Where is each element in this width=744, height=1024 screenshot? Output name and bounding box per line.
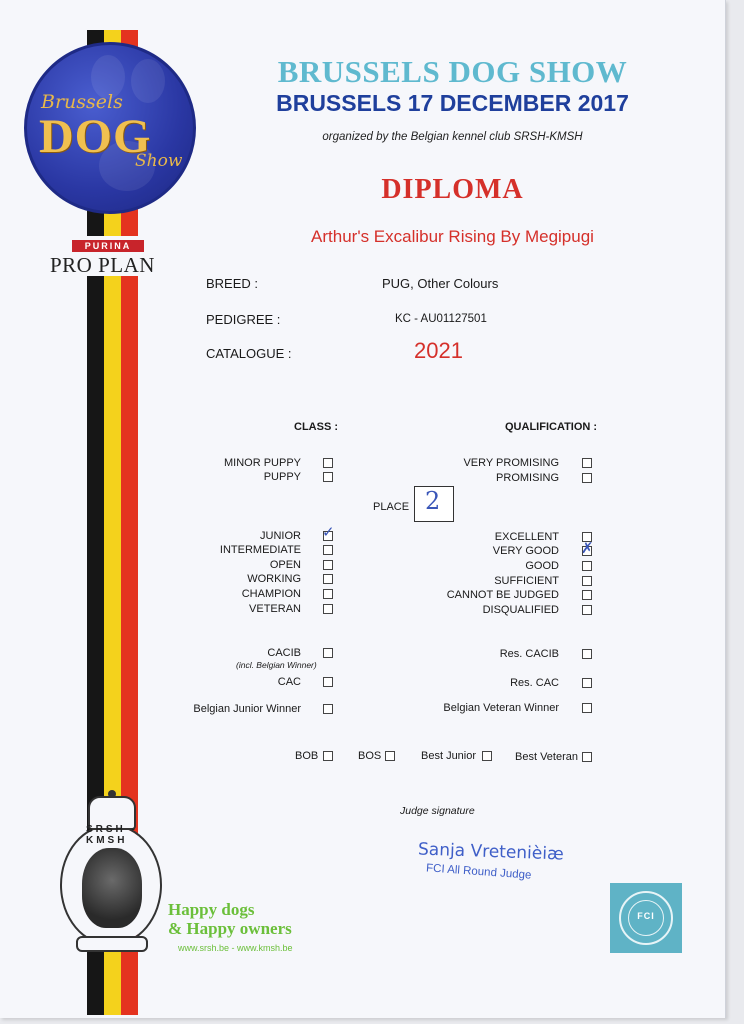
qualification-checkbox-cannot-be-judged[interactable] — [582, 590, 592, 600]
fci-logo-text: FCI — [637, 911, 655, 921]
cacib-note: (incl. Belgian Winner) — [236, 660, 317, 670]
breed-value: PUG, Other Colours — [382, 276, 499, 291]
award-best-veteran: Best Veteran — [515, 751, 578, 763]
award-checkbox-bos[interactable] — [385, 751, 395, 761]
class-option-intermediate: INTERMEDIATE — [219, 544, 301, 556]
logo-word-show: Show — [135, 151, 183, 171]
award-checkbox-bob[interactable] — [323, 751, 333, 761]
qualification-checkbox-promising[interactable] — [582, 473, 592, 483]
organizer-line: organized by the Belgian kennel club SRSH-KMSH — [322, 131, 583, 143]
award-belgian-veteran-winner: Belgian Veteran Winner — [443, 702, 559, 714]
award-bob: BOB — [295, 750, 319, 762]
class-option-junior: JUNIOR — [260, 530, 301, 542]
class-checkbox-working[interactable] — [323, 574, 333, 584]
qualification-option-promising: PROMISING — [496, 472, 559, 484]
award-bos: BOS — [358, 750, 382, 762]
class-option-champion: CHAMPION — [241, 588, 301, 600]
emblem-base — [76, 936, 148, 952]
place-label: PLACE — [373, 501, 410, 513]
place-value: 2 — [425, 487, 441, 515]
award-best-junior: Best Junior — [421, 750, 477, 762]
websites-line: www.srsh.be - www.kmsh.be — [178, 943, 293, 953]
award-checkbox-belgian-veteran-winner[interactable] — [582, 703, 592, 713]
qualification-option-cannot-be-judged: CANNOT BE JUDGED — [446, 589, 559, 601]
award-checkbox-res-cacib[interactable] — [582, 649, 592, 659]
class-option-veteran: VETERAN — [249, 603, 301, 615]
class-option-puppy: PUPPY — [263, 471, 301, 483]
class-option-minor-puppy: MINOR PUPPY — [223, 457, 301, 469]
qualification-checkbox-sufficient[interactable] — [582, 576, 592, 586]
srsh-kmsh-emblem — [60, 796, 164, 956]
qualification-option-very-good: VERY GOOD — [492, 545, 559, 557]
brussels-dog-show-logo — [24, 42, 196, 214]
fci-logo — [610, 883, 682, 953]
place-box[interactable] — [414, 486, 454, 522]
judge-signature-label: Judge signature — [400, 805, 475, 817]
class-checkbox-minor-puppy[interactable] — [323, 458, 333, 468]
class-checkbox-puppy[interactable] — [323, 472, 333, 482]
judge-stamp-name: Sanja Vretenièiæ — [417, 839, 565, 865]
catalogue-label: CATALOGUE : — [206, 346, 292, 361]
emblem-letters: SRSH - KMSH — [86, 824, 138, 846]
class-checkbox-veteran[interactable] — [323, 604, 333, 614]
qualification-heading: QUALIFICATION : — [505, 421, 598, 433]
qualification-option-sufficient: SUFFICIENT — [494, 575, 559, 587]
award-checkbox-cac[interactable] — [323, 677, 333, 687]
qualification-option-very-promising: VERY PROMISING — [463, 457, 559, 469]
class-option-open: OPEN — [269, 559, 301, 571]
proplan-logo: PRO PLAN — [50, 253, 155, 277]
award-checkbox-best-junior[interactable] — [482, 751, 492, 761]
award-checkbox-res-cac[interactable] — [582, 678, 592, 688]
award-checkbox-best-veteran[interactable] — [582, 752, 592, 762]
slogan-line-1: Happy dogs — [168, 900, 255, 919]
qualification-checkbox-very-promising[interactable] — [582, 458, 592, 468]
award-cacib: CACIB — [267, 647, 301, 659]
qualification-checkbox-disqualified[interactable] — [582, 605, 592, 615]
class-checkbox-open[interactable] — [323, 560, 333, 570]
pedigree-value: KC - AU01127501 — [395, 313, 487, 325]
show-date: BRUSSELS 17 DECEMBER 2017 — [276, 90, 629, 116]
qualification-option-disqualified: DISQUALIFIED — [482, 604, 559, 616]
show-title: BRUSSELS DOG SHOW — [277, 54, 628, 89]
class-checkbox-champion[interactable] — [323, 589, 333, 599]
class-checkbox-intermediate[interactable] — [323, 545, 333, 555]
award-checkbox-belgian-junior-winner[interactable] — [323, 704, 333, 714]
award-cac: CAC — [277, 676, 301, 688]
award-belgian-junior-winner: Belgian Junior Winner — [193, 703, 301, 715]
class-option-working: WORKING — [247, 573, 301, 585]
award-res-cacib: Res. CACIB — [499, 648, 559, 660]
qualification-checkbox-good[interactable] — [582, 561, 592, 571]
breed-label: BREED : — [206, 276, 259, 291]
bloodhound-head-icon — [82, 848, 142, 928]
judge-stamp-title: FCI All Round Judge — [425, 862, 532, 882]
checkmark-icon: ✓ — [322, 523, 335, 541]
class-heading: CLASS : — [294, 421, 338, 433]
catalogue-value: 2021 — [414, 338, 463, 363]
logo-word-brussels: Brussels — [41, 91, 123, 113]
qualification-option-excellent: EXCELLENT — [494, 531, 559, 543]
logo-word-dog: DOG — [39, 110, 152, 163]
slogan-line-2: & Happy owners — [168, 919, 292, 938]
award-res-cac: Res. CAC — [510, 677, 559, 689]
diploma-heading: DIPLOMA — [381, 174, 524, 205]
qualification-option-good: GOOD — [525, 560, 559, 572]
cross-mark-icon: ✗ — [581, 539, 594, 557]
award-checkbox-cacib[interactable] — [323, 648, 333, 658]
purina-logo: PURINA — [72, 240, 144, 252]
pedigree-label: PEDIGREE : — [206, 312, 281, 327]
dog-name: Arthur's Excalibur Rising By Megipugi — [311, 227, 594, 246]
